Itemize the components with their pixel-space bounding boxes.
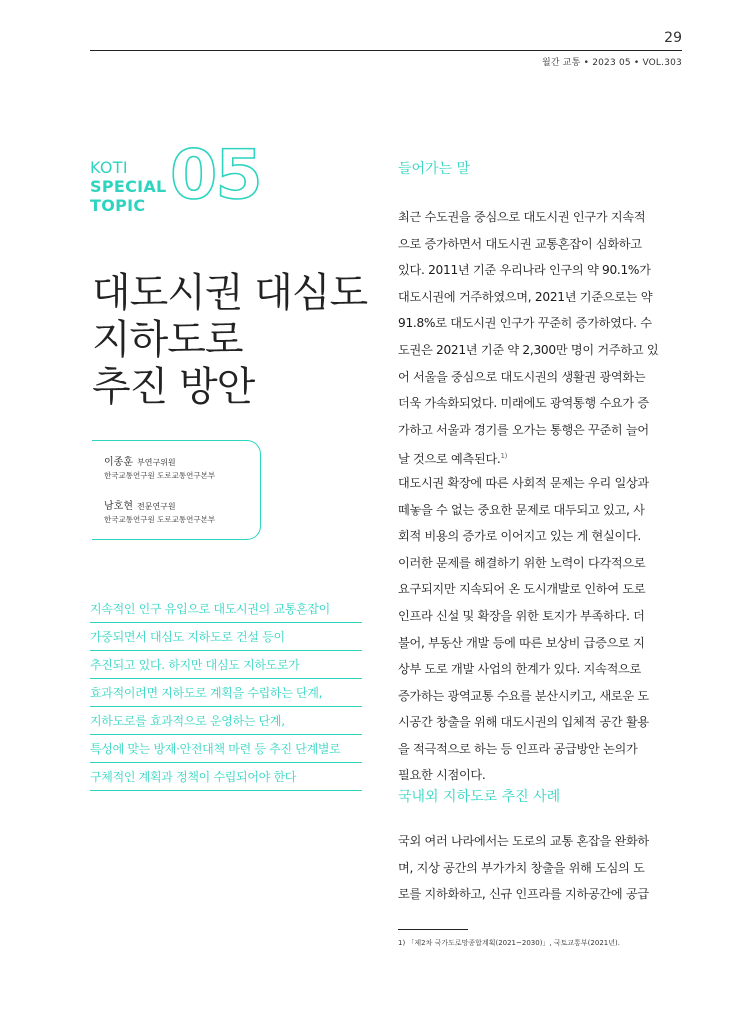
title-line: 추진 방안	[92, 364, 255, 410]
body-line: 요구되지만 지속되어 온 도시개발로 인하여 도로	[398, 582, 646, 597]
body-line: 도권은 2021년 기준 약 2,300만 명이 거주하고 있	[398, 342, 659, 357]
abstract-line: 추진되고 있다. 하지만 대심도 지하도로가	[90, 651, 362, 679]
section-body-intro	[398, 204, 682, 789]
topic-number: 05	[170, 136, 261, 215]
author-2	[104, 497, 215, 525]
body-line: 대도시권 확장에 따른 사회적 문제는 우리 일상과	[398, 475, 649, 490]
footnote-mark[interactable]: 1)	[500, 452, 508, 461]
body-line: 으로 증가하면서 대도시권 교통혼잡이 심화하고	[398, 236, 642, 251]
title-line: 지하도로	[92, 317, 243, 363]
article-title	[92, 270, 367, 411]
body-line-text: 날 것으로 예측된다.	[398, 452, 501, 467]
body-line: 시공간 창출을 위해 대도시권의 입체적 공간 활용	[398, 715, 649, 730]
body-line: 떼놓을 수 없는 중요한 문제로 대두되고 있고, 사	[398, 502, 645, 517]
body-line: 필요한 시점이다.	[398, 768, 486, 783]
page-number: 29	[664, 30, 682, 46]
author-affiliation: 한국교통연구원 도로교통연구본부	[104, 515, 216, 524]
author-role: 부연구위원	[136, 458, 176, 467]
abstract-line: 지하도로를 효과적으로 운영하는 단계,	[90, 707, 362, 735]
journal-info: 월간 교통 • 2023 05 • VOL.303	[541, 58, 682, 68]
body-line: 상부 도로 개발 사업의 한계가 있다. 지속적으로	[398, 662, 642, 677]
footnote: 1) 「제2차 국가도로망종합계획(2021~2030)」, 국토교통부(2021년).	[398, 939, 620, 947]
body-line: 어 서울을 중심으로 대도시권의 생활권 광역화는	[398, 369, 646, 384]
body-line: 며, 지상 공간의 부가가치 창출을 위해 도심의 도	[398, 860, 645, 875]
author-1	[104, 453, 215, 481]
body-line: 국외 여러 나라에서는 도로의 교통 혼잡을 완화하	[398, 834, 649, 848]
author-role: 전문연구원	[136, 502, 176, 511]
body-line: 인프라 신설 및 확장을 위한 토지가 부족하다. 더	[398, 608, 645, 623]
section-heading-intro: 들어가는 말	[398, 161, 471, 177]
body-line: 회적 비용의 증가로 이어지고 있는 게 현실이다.	[398, 529, 642, 544]
title-line: 대도시권 대심도	[92, 270, 368, 316]
section-body-cases	[398, 828, 682, 908]
badge-line-koti: KOTI	[90, 158, 128, 177]
body-line: 불어, 부동산 개발 등에 따른 보상비 급증으로 지	[398, 635, 645, 650]
abstract	[90, 595, 362, 791]
body-line: 로를 지하화하고, 신규 인프라를 지하공간에 공급	[398, 887, 649, 902]
badge-line-special: SPECIAL	[90, 177, 167, 196]
body-line: 있다. 2011년 기준 우리나라 인구의 약 90.1%가	[398, 263, 651, 278]
body-line-with-footnote	[398, 443, 682, 470]
body-line: 더욱 가속화되었다. 미래에도 광역통행 수요가 증	[398, 396, 649, 411]
author-affiliation: 한국교통연구원 도로교통연구본부	[104, 471, 216, 480]
special-topic-badge	[90, 158, 180, 215]
author-name: 이종훈	[104, 457, 133, 468]
section-heading-cases: 국내외 지하도로 추진 사례	[398, 789, 561, 805]
abstract-line: 구체적인 계획과 정책이 수립되어야 한다	[90, 763, 362, 791]
abstract-line: 효과적이려면 지하도로 계획을 수립하는 단계,	[90, 679, 362, 707]
body-line: 91.8%로 대도시권 인구가 꾸준히 증가하였다. 수	[398, 316, 652, 331]
header-rule	[90, 50, 682, 51]
abstract-line: 가중되면서 대심도 지하도로 건설 등이	[90, 623, 362, 651]
body-line: 을 적극적으로 하는 등 인프라 공급방안 논의가	[398, 741, 638, 756]
abstract-line: 지속적인 인구 유입으로 대도시권의 교통혼잡이	[90, 595, 362, 623]
footnote-rule	[398, 929, 468, 930]
author-box	[92, 440, 261, 540]
abstract-line: 특성에 맞는 방재·안전대책 마련 등 추진 단계별로	[90, 735, 362, 763]
body-line: 최근 수도권을 중심으로 대도시권 인구가 지속적	[398, 210, 646, 224]
body-line: 증가하는 광역교통 수요를 분산시키고, 새로운 도	[398, 688, 649, 703]
body-line: 대도시권에 거주하였으며, 2021년 기준으로는 약	[398, 289, 653, 304]
author-name: 남호현	[104, 501, 133, 512]
badge-line-topic: TOPIC	[90, 196, 146, 215]
body-line: 가하고 서울과 경기를 오가는 통행은 꾸준히 늘어	[398, 422, 649, 437]
body-line: 이러한 문제를 해결하기 위한 노력이 다각적으로	[398, 555, 646, 570]
